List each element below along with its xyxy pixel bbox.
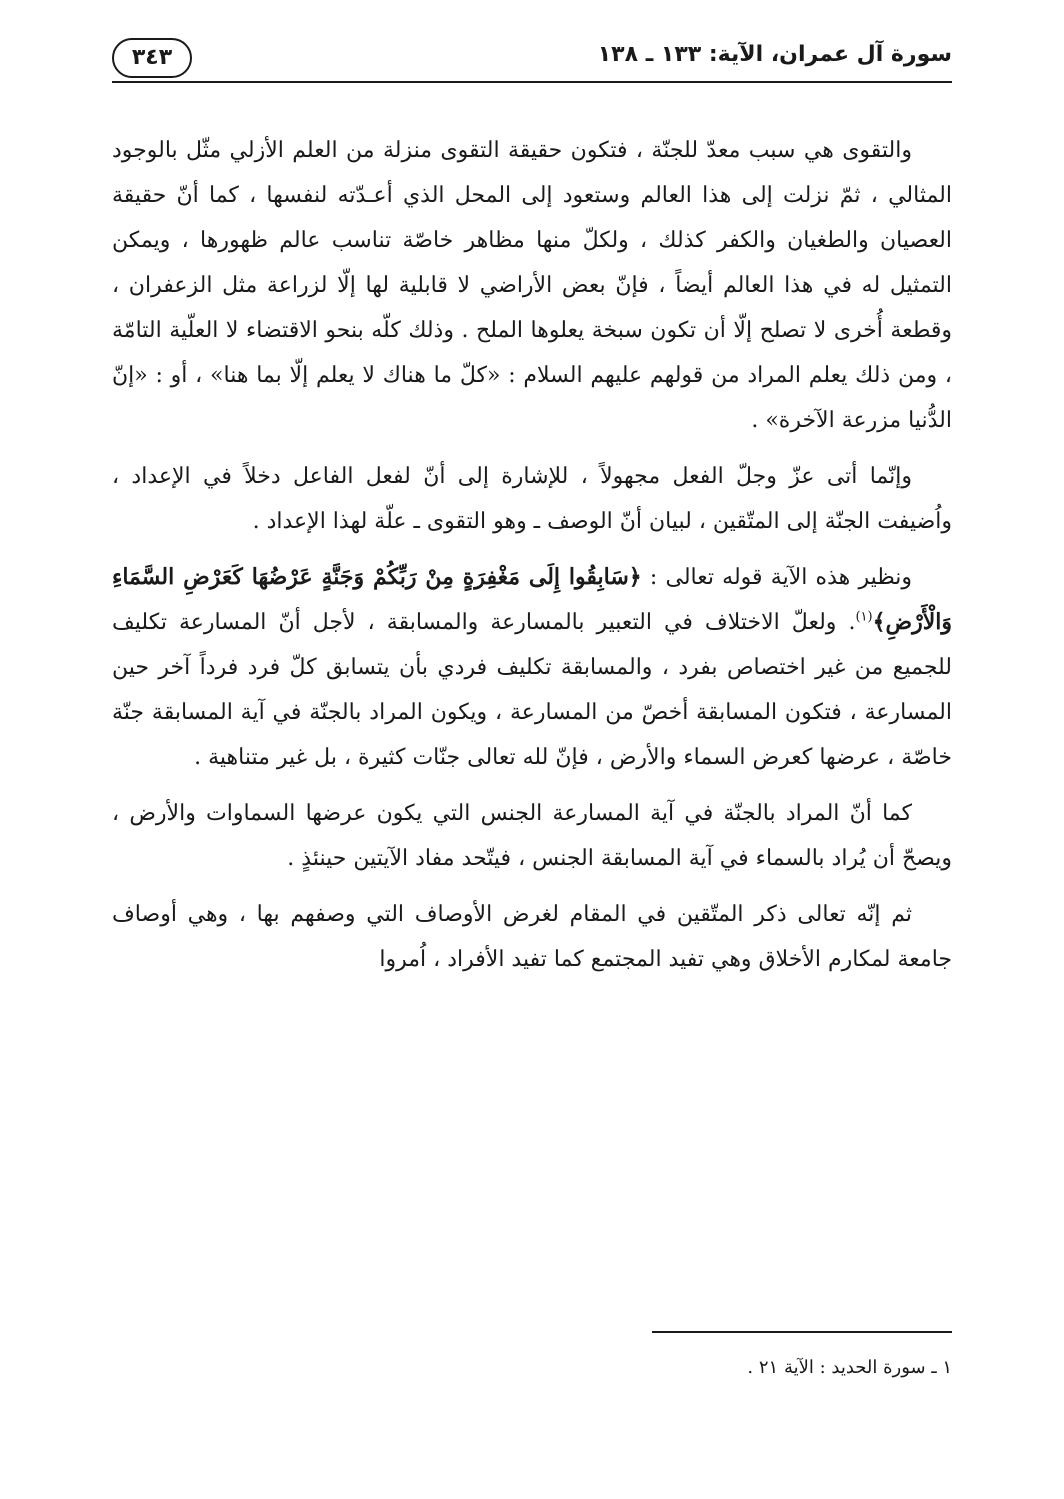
paragraph-3-intro: ونظير هذه الآية قوله تعالى : — [649, 565, 913, 590]
main-text — [112, 128, 952, 993]
header-divider — [112, 81, 952, 83]
page-number-badge: ٣٤٣ — [112, 38, 192, 78]
footnote: ١ ـ سورة الحديد : الآية ٢١ . — [747, 1357, 952, 1378]
paragraph-3-rest: . ولعلّ الاختلاف في التعبير بالمسارعة والمسابقة ، لأجل أنّ المسارعة تكليف للجميع من غير اختصاص بفرد ، والمسابقة تكليف فردي بأن يتسابق كلّ فرد فرداً آخر حين المسارعة ، فتكون المسابقة أخصّ من المسارعة ، ويكون المراد بالجنّة في آية المسابقة جنّة خاصّة ، عرضها كعرض السماء والأرض ، فإنّ لله تعالى جنّات كثيرة ، بل غير متناهية . — [112, 610, 953, 770]
paragraph-3 — [112, 555, 952, 780]
running-title: سورة آل عمران، الآية: ١٣٣ ـ ١٣٨ — [597, 42, 952, 67]
paragraph-1: والتقوى هي سبب معدّ للجنّة ، فتكون حقيقة التقوى منزلة من العلم الأزلي مثّل بالوجود المثالي ، ثمّ نزلت إلى هذا العالم وستعود إلى المحل الذي أعـدّته لنفسها ، كما أنّ حقيقة العصيان والطغيان والكفر كذلك ، ولكلّ منها مظاهر خاصّة تناسب عالم ظهورها ، ويمكن التمثيل له في هذا العالم أيضاً ، فإنّ بعض الأراضي لا قابلية لها إلّا لزراعة مثل الزعفران ، وقطعة أُخرى لا تصلح إلّا أن تكون سبخة يعلوها الملح . وذلك كلّه بنحو الاقتضاء لا العلّية التامّة ، ومن ذلك يعلم المراد من قولهم عليهم السلام : «كلّ ما هناك لا يعلم إلّا بما هنا» ، أو : «إنّ الدُّنيا مزرعة الآخرة» . — [112, 138, 952, 433]
footnote-divider — [652, 1331, 952, 1333]
paragraph-4: كما أنّ المراد بالجنّة في آية المسارعة الجنس التي يكون عرضها السماوات والأرض ، ويصحّ أن يُراد بالسماء في آية المسابقة الجنس ، فيتّحد مفاد الآيتين حينئذٍ . — [112, 801, 952, 871]
paragraph-5: ثم إنّه تعالى ذكر المتّقين في المقام لغرض الأوصاف التي وصفهم بها ، وهي أوصاف جامعة لمكارم الأخلاق وهي تفيد المجتمع كما تفيد الأفراد ، اُمروا — [112, 902, 952, 972]
quran-verse: ﴿سَابِقُوا إِلَى مَغْفِرَةٍ مِنْ رَبِّكُمْ وَجَنَّةٍ عَرْضُهَا كَعَرْضِ السَّمَاءِ وَالْأَرْضِ﴾ — [112, 564, 952, 635]
paragraph-2: وإنّما أتى عزّ وجلّ الفعل مجهولاً ، للإشارة إلى أنّ لفعل الفاعل دخلاً في الإعداد ، واُضيفت الجنّة إلى المتّقين ، لبيان أنّ الوصف ـ وهو التقوى ـ علّة لهذا الإعداد . — [112, 464, 952, 534]
footnote-reference[interactable]: (١) — [855, 609, 873, 625]
